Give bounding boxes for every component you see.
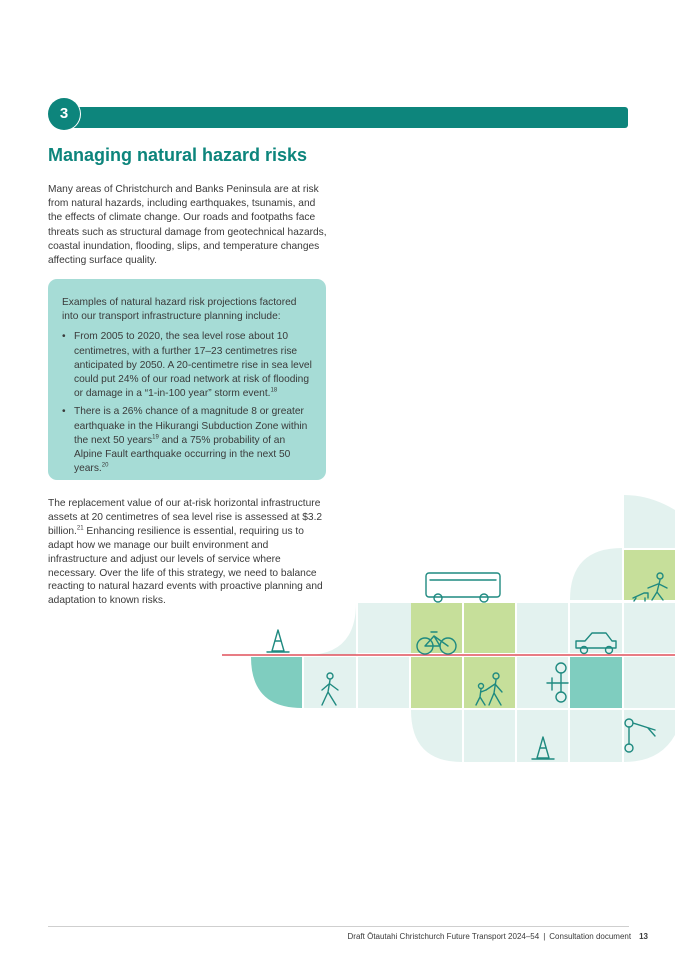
closing-text-a: The replacement value of our at-risk horizontal infrastructure assets at 20 centimetres of sea level rise is assessed at $3.2 billion. bbox=[48, 498, 323, 537]
footnote-ref-21[interactable]: 21 bbox=[76, 525, 84, 532]
footer-doc-title: Draft Ōtautahi Christchurch Future Transport 2024–54 bbox=[347, 932, 540, 941]
closing-text-b: Enhancing resilience is essential, requiring us to adapt how we manage our built environment and infrastructure and adjust our levels of service where necessary. Over the life of this strategy, we need to balance reacting to natural hazard events with proactive planning and adaptation to known risks. bbox=[48, 525, 323, 607]
callout-bullet-list bbox=[62, 330, 312, 476]
bullet-earthquake-text-a: There is a 26% chance of a magnitude 8 or greater earthquake in the Hikurangi Subduction Zone within the next 50 years bbox=[74, 406, 308, 446]
traffic-cone-icon bbox=[267, 630, 289, 652]
callout-box bbox=[48, 279, 326, 480]
callout-intro: Examples of natural hazard risk projections factored into our transport infrastructure planning include: bbox=[62, 297, 297, 323]
page-number: 13 bbox=[639, 932, 648, 941]
page-title: Managing natural hazard risks bbox=[48, 145, 308, 165]
tile-grid bbox=[251, 495, 675, 762]
footer-doc-type: Consultation document bbox=[549, 932, 632, 941]
footer-separator: | bbox=[543, 932, 546, 941]
bullet-earthquake bbox=[62, 405, 312, 476]
bullet-sea-level-text: From 2005 to 2020, the sea level rose about 10 centimetres, with a further 17–23 centimetres rise anticipated by 2050. A 20-centimetre rise in sea level could put 24% of our road network at risk of flooding or damage in a “1-in-100 year” storm event. bbox=[74, 331, 312, 400]
bus-icon bbox=[426, 573, 500, 602]
section-number-badge: 3 bbox=[50, 100, 78, 128]
intro-paragraph: Many areas of Christchurch and Banks Peninsula are at risk from natural hazards, including earthquakes, tsunamis, and the effects of climate change. Our roads and footpaths face threats such as structural damage from geotechnical hazards, coastal inundation, flooding, slips, and temperature changes affecting surface quality. bbox=[48, 184, 327, 267]
bullet-sea-level bbox=[62, 330, 312, 401]
page-footer bbox=[48, 932, 648, 941]
footer-rule bbox=[48, 926, 629, 927]
footnote-ref-20[interactable]: 20 bbox=[101, 462, 109, 469]
footnote-ref-19[interactable]: 19 bbox=[152, 434, 159, 441]
bullet-dot: • bbox=[62, 406, 66, 418]
bullet-earthquake-text-b: and a 75% probability of an Alpine Fault earthquake occurring in the next 50 years. bbox=[74, 434, 291, 475]
bullet-dot: • bbox=[62, 331, 66, 343]
footnote-ref-18[interactable]: 18 bbox=[270, 387, 278, 394]
section-header-bar bbox=[63, 107, 628, 128]
transport-tile-illustration bbox=[0, 490, 675, 770]
